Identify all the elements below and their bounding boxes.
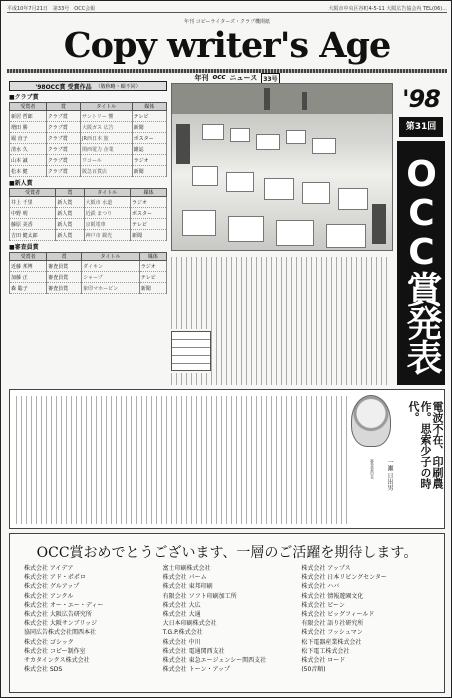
sponsor-item: 株式会社 トーン・アップ	[162, 666, 231, 674]
dateline-left: 平成10年7月21日 第33号 OCC会報	[7, 5, 96, 12]
cell-title: 神戸市 観光	[84, 230, 130, 241]
cell-title: 象印マホービン	[82, 283, 140, 294]
column-header: 媒体	[139, 253, 166, 261]
issue-number: 33号	[261, 73, 279, 84]
cell-media: 新聞	[132, 122, 166, 133]
column-header: 媒体	[132, 103, 166, 111]
cell-name: 藤原 美香	[10, 219, 56, 230]
cell-prize: 審査員賞	[47, 283, 82, 294]
essay-headline: 電波不在、印刷農作。思索少子の時代。	[407, 401, 444, 489]
column-header: 賞	[56, 189, 84, 197]
column-header: タイトル	[81, 103, 133, 111]
cell-name: 吉田 健太郎	[10, 230, 56, 241]
sponsor-item: 株式会社 日本リビングセンター	[301, 574, 387, 582]
sponsor-list	[24, 564, 434, 674]
winners-title: '98OCC賞 受賞作品	[35, 83, 92, 91]
sponsor-item: 株式会社 大阪広告研究所	[24, 610, 92, 618]
cell-media: 新聞	[132, 166, 166, 177]
table-row	[10, 197, 167, 208]
sponsor-item: 株式会社 SDS	[24, 666, 63, 674]
cell-media: ラジオ	[139, 261, 166, 272]
cell-prize: 新人賞	[56, 219, 84, 230]
cell-name: 松本 健	[10, 166, 47, 177]
table-row	[10, 111, 167, 122]
cell-title: 京阪電車	[84, 219, 130, 230]
sponsor-item: 株式会社 コピー制作室	[24, 647, 86, 655]
sponsor-item: T.G.P.株式会社	[162, 629, 203, 637]
cell-prize: 審査員賞	[47, 272, 82, 283]
column-header: タイトル	[84, 189, 130, 197]
column-header: 賞	[46, 103, 80, 111]
masthead-subtitle: 年刊 コピーライターズ・クラブ機関紙	[184, 19, 270, 25]
article-body-tail	[171, 373, 211, 385]
sponsor-item: 株式会社 オー・エー・ディー	[24, 601, 104, 609]
cell-name: 井上 千里	[10, 197, 56, 208]
sponsor-item: 協同広告株式会社関西本社	[24, 629, 97, 637]
paper-title: Copy writer's Age	[63, 25, 391, 66]
sponsor-item: 株式会社 大阪サンブリッジ	[24, 620, 98, 628]
cell-media: ラジオ	[132, 155, 166, 166]
sponsor-item: 株式会社 情報遊園文化	[301, 592, 364, 600]
sponsor-item: 富士印刷株式会社	[162, 565, 211, 572]
cell-title: サントリー 響	[81, 111, 133, 122]
judging-photo	[171, 83, 393, 251]
cell-title: JR西日本 旅	[81, 133, 133, 144]
cell-name: 堀 直子	[10, 133, 47, 144]
cell-title: 大阪市 水道	[84, 197, 130, 208]
congratulations-title: OCC賞おめでとうございます、一層のご活躍を期待します。	[36, 545, 418, 561]
table-row	[10, 122, 167, 133]
cell-prize: クラブ賞	[46, 122, 80, 133]
sponsor-item: 株式会社 大通	[162, 610, 201, 618]
section-label: ■審査員賞	[9, 244, 39, 251]
cell-title: シャープ	[82, 272, 140, 283]
edition-prefix: 年刊	[194, 74, 209, 82]
sponsor-item: 株式会社 フッシュマン	[301, 629, 363, 637]
sponsor-item: 株式会社 ゴシック	[24, 638, 74, 646]
column-header: タイトル	[82, 253, 140, 261]
sponsor-item: サカタインクス株式会社	[24, 656, 90, 664]
table-row	[10, 261, 167, 272]
sponsor-item: 株式会社 電通関西支社	[162, 647, 225, 655]
cell-name: 増田 勝	[10, 122, 47, 133]
column-header: 媒体	[130, 189, 166, 197]
cell-name: 新居 哲郎	[10, 111, 47, 122]
cell-media: 新聞	[139, 283, 166, 294]
sponsor-item: 大日本印刷株式会社	[162, 620, 217, 628]
author-role: 審査委員長	[370, 459, 375, 479]
edition-name: ニュース	[229, 74, 258, 82]
dateline-right: 大阪市中央区谷町4-5-11 大阪広告協会内 TEL(06)...	[328, 5, 447, 12]
section-label: ■クラブ賞	[9, 94, 39, 101]
sponsor-item: (50音順)	[301, 666, 326, 674]
cell-media: ポスター	[130, 208, 166, 219]
sponsor-item: 有限会社 語り社研究所	[301, 620, 364, 628]
congratulations-box	[9, 533, 445, 693]
article-body-left	[171, 257, 207, 329]
cell-media: テレビ	[139, 272, 166, 283]
award-table	[9, 102, 167, 177]
sponsor-item: 株式会社 ロード	[301, 656, 346, 664]
sponsor-item: 株式会社 ハバ	[301, 583, 340, 591]
stats-table	[171, 331, 211, 371]
cell-media: ラジオ	[130, 197, 166, 208]
cell-name: 加藤 正	[10, 272, 47, 283]
cell-media: 雑誌	[132, 144, 166, 155]
sponsor-item: 株式会社 東邦印刷	[162, 583, 213, 591]
cell-prize: 新人賞	[56, 208, 84, 219]
table-row	[10, 144, 167, 155]
cell-prize: クラブ賞	[46, 111, 80, 122]
feature-name: OCC賞発表	[397, 141, 445, 385]
section-label: ■新人賞	[9, 180, 33, 187]
table-row	[10, 155, 167, 166]
column-header: 受賞者	[10, 253, 47, 261]
sponsor-item: 株式会社 アンクル	[24, 592, 74, 600]
winner-sections	[9, 94, 167, 294]
table-row	[10, 219, 167, 230]
winners-list	[9, 81, 167, 351]
author-portrait	[351, 395, 391, 447]
cell-title: 関西電力 企業	[81, 144, 133, 155]
cell-media: ポスター	[132, 133, 166, 144]
sponsor-item: 株式会社 大広	[162, 601, 201, 609]
table-row	[10, 272, 167, 283]
sponsor-item: 有限会社 ソフト印刷加工所	[162, 592, 237, 600]
winners-header	[9, 81, 167, 91]
table-header-row	[10, 189, 167, 197]
masthead	[7, 15, 447, 83]
cell-prize: クラブ賞	[46, 144, 80, 155]
essay-body	[16, 396, 348, 524]
award-table	[9, 252, 167, 294]
cell-media: テレビ	[130, 219, 166, 230]
sponsor-item: 株式会社 ビッグフィールド	[301, 610, 375, 618]
cell-title: 大阪ガス 広告	[81, 122, 133, 133]
cell-prize: クラブ賞	[46, 133, 80, 144]
sponsor-item: 松下電工株式会社	[301, 647, 350, 655]
cell-title: 近鉄 まつり	[84, 208, 130, 219]
sponsor-item: 株式会社 アイデア	[24, 565, 74, 572]
feature-round: 第31回	[399, 117, 443, 137]
cell-media: テレビ	[132, 111, 166, 122]
table-header-row	[10, 103, 167, 111]
cell-name: 清水 久	[10, 144, 47, 155]
cell-name: 森 聡子	[10, 283, 47, 294]
sponsor-item: 株式会社 ビーン	[301, 601, 345, 609]
sponsor-item: 株式会社 東急エージェンシー関西支社	[162, 656, 267, 664]
cell-name: 中野 明	[10, 208, 56, 219]
cell-prize: 新人賞	[56, 230, 84, 241]
sponsor-item: 株式会社 中川	[162, 638, 201, 646]
sponsor-item: 株式会社 アド・ポポロ	[24, 574, 86, 582]
table-row	[10, 283, 167, 294]
cell-title: ダイキン	[82, 261, 140, 272]
table-row	[10, 230, 167, 241]
cell-prize: クラブ賞	[46, 166, 80, 177]
article-body-right	[211, 257, 391, 385]
column-header: 受賞者	[10, 103, 47, 111]
sponsor-item: 松下電器産業株式会社	[301, 638, 362, 646]
feature-title	[397, 85, 445, 385]
occ-logo: occ	[212, 73, 226, 81]
column-header: 受賞者	[10, 189, 56, 197]
cell-title: ワコール	[81, 155, 133, 166]
column-header: 賞	[47, 253, 82, 261]
sponsor-item: 株式会社 パーム	[162, 574, 207, 582]
table-row	[10, 133, 167, 144]
cell-title: 阪急百貨店	[81, 166, 133, 177]
table-header-row	[10, 253, 167, 261]
cell-name: 山本 誠	[10, 155, 47, 166]
table-row	[10, 208, 167, 219]
sponsor-item: 株式会社 アップス	[301, 565, 351, 572]
sponsor-item: 株式会社 グルアップ	[24, 583, 80, 591]
cell-prize: 新人賞	[56, 197, 84, 208]
table-row	[10, 166, 167, 177]
author-name: 一瀬 日出男	[386, 459, 393, 491]
cell-name: 近藤 邦博	[10, 261, 47, 272]
award-table	[9, 188, 167, 241]
winners-note: （敬称略・順不同）	[95, 83, 141, 90]
feature-year: '98	[402, 85, 440, 113]
dateline-bar	[7, 5, 447, 13]
cell-media: 新聞	[130, 230, 166, 241]
cell-prize: 審査員賞	[47, 261, 82, 272]
cell-prize: クラブ賞	[46, 155, 80, 166]
